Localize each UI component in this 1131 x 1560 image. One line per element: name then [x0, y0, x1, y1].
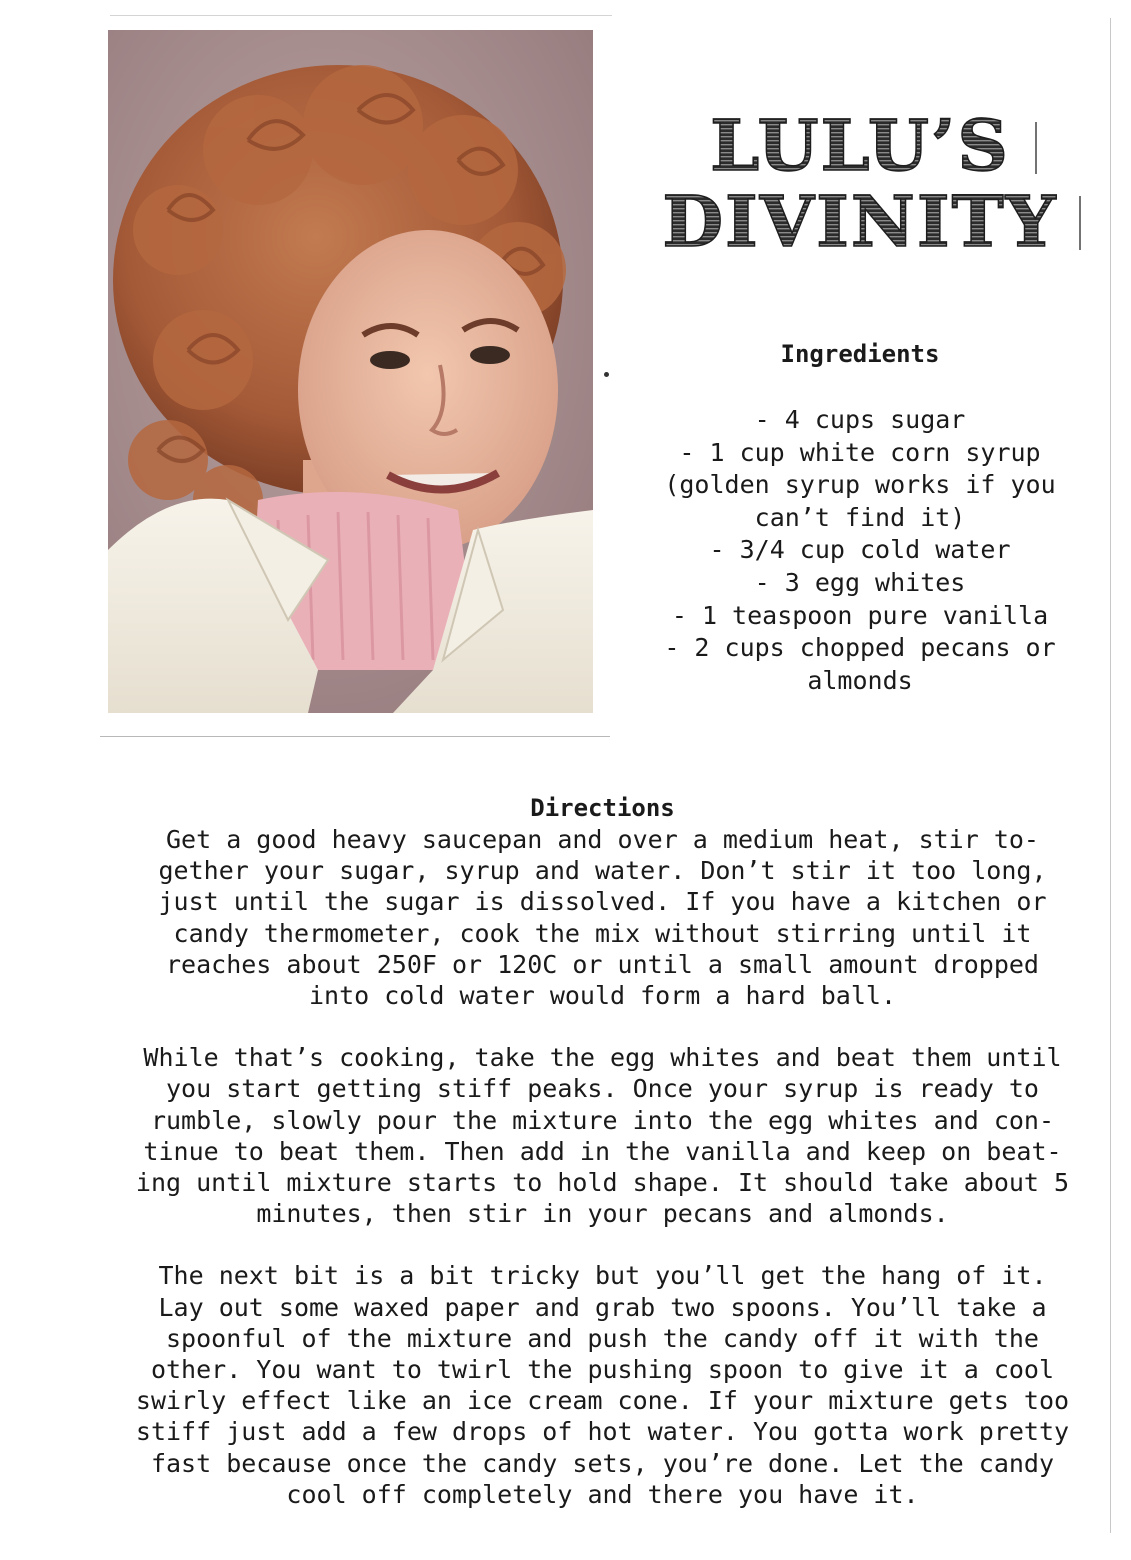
title-line-1: LULU’S	[710, 108, 1010, 187]
directions-section	[100, 792, 1105, 1541]
portrait-illustration	[108, 30, 593, 713]
ingredients-heading: Ingredients	[780, 340, 940, 368]
directions-heading: Directions	[530, 794, 675, 822]
ingredient-item: - 4 cups sugar	[754, 405, 966, 434]
title-line-2: DIVINITY	[662, 180, 1058, 258]
ingredient-item: - 2 cups chopped pecans or almonds	[664, 633, 1056, 695]
portrait-photo	[108, 30, 593, 713]
recipe-title	[630, 108, 1090, 258]
page-edge-right	[1110, 18, 1111, 1533]
directions-paragraph: Get a good heavy saucepan and over a medium heat, stir to- gether your sugar, syrup and water. Don’t stir it too long, just until the sugar is dissolved. If you have a kitchen or candy thermometer, cook the mix without stirring until it reaches about 250F or 120C or until a small amount dropped into cold water would form a hard ball.	[158, 825, 1047, 1011]
ingredient-item: - 3 egg whites	[754, 567, 966, 597]
ingredient-item: - 3/4 cup cold water	[709, 535, 1011, 565]
ingredient-item: - 1 teaspoon pure vanilla	[671, 600, 1049, 630]
ingredients-list	[610, 404, 1110, 697]
directions-paragraph: The next bit is a bit tricky but you’ll get the hang of it. Lay out some waxed paper and grab two spoons. You’ll take a spoonful of the mixture and push the candy off it with the other. You want to twirl the pushing spoon to give it a cool swirly effect like an ice cream cone. If your mixture gets too stiff just add a few drops of hot water. You gotta work pretty fast because once the candy sets, you’re done. Let the candy cool off completely and there you have it.	[135, 1261, 1070, 1509]
page-edge-top	[110, 15, 612, 16]
photo-baseline-rule	[100, 736, 610, 737]
paper-speck	[604, 372, 609, 377]
ingredient-item: - 1 cup white corn syrup (golden syrup works if you can’t find it)	[664, 437, 1056, 532]
ingredients-section	[610, 338, 1110, 697]
directions-paragraph: While that’s cooking, take the egg whites and beat them until you start getting stiff peaks. Once your syrup is ready to rumble, slowly pour the mixture into the egg whites and con- tinue to beat them. Then add in the vanilla and keep on beat- ing until mixture starts to hold shape. It should take about 5 minutes, then stir in your pecans and almonds.	[135, 1043, 1070, 1229]
